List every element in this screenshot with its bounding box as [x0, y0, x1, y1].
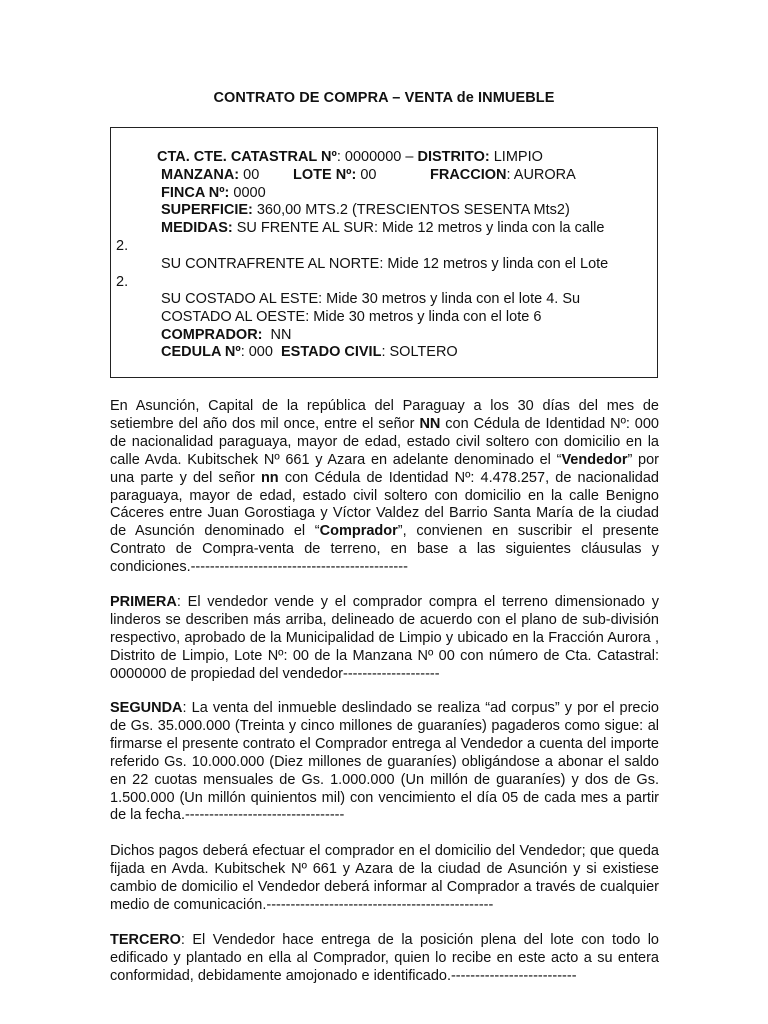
- document-title: CONTRATO DE COMPRA – VENTA de INMUEBLE: [213, 90, 555, 106]
- lote-field: LOTE Nº: 00: [293, 167, 377, 183]
- clause-tercero: TERCERO: El Vendedor hace entrega de la posición plena del lote con todo lo edificado y plantado en ella al Comprador, quien lo recibe en este acto a su entera conformidad, debidamente amojonado e identificado.--------------------------: [110, 932, 659, 984]
- clause-primera-label: PRIMERA: [110, 594, 177, 610]
- costado-este-line: SU COSTADO AL ESTE: Mide 30 metros y linda con el lote 4. Su: [161, 291, 581, 307]
- medidas-wrap: 2.: [116, 238, 129, 254]
- clause-segunda: SEGUNDA: La venta del inmueble deslindado se realiza “ad corpus” y por el precio de Gs. 35.000.000 (Treinta y cinco millones de guaraníes) pagaderos como sigue: al firmarse el presente contrato el Comprador entrega al Vendedor a cuenta del importe referido Gs. 10.000.000 (Diez millones de guaraníes) obligándose a abonar el saldo en 22 cuotas mensuales de Gs. 1.000.000 (Un millón de guaraníes) y dos de Gs. 1.500.000 (Un millón quinientos mil) con vencimiento el día 05 de cada mes a partir de la fecha.---------------------------------: [110, 700, 659, 824]
- comprador-line: COMPRADOR: NN: [161, 327, 292, 343]
- intro-paragraph: En Asunción, Capital de la república del Paraguay a los 30 días del mes de setiembre del año dos mil once, entre el señor NN con Cédula de Identidad Nº: 000 de nacionalidad paraguaya, mayor de edad, estado civil soltero con domicilio en la calle Avda. Kubitschek Nº 661 y Azara en adelante denominado el “Vendedor” por una parte y del señor nn con Cédula de Identidad Nº: 4.478.257, de nacionalidad paraguaya, mayor de edad, estado civil soltero con domicilio en la calle Benigno Cáceres entre Juan Gorostiaga y Víctor Valdez del Barrio Santa María de la ciudad de Asunción denominado el “Comprador”, convienen en suscribir el presente Contrato de Compra-venta de terreno, en base a las siguientes cláusulas y condiciones.---------------------------------------------: [110, 398, 659, 576]
- medidas-line: MEDIDAS: SU FRENTE AL SUR: Mide 12 metros y linda con la calle: [161, 220, 605, 236]
- finca-line: FINCA Nº: 0000: [161, 185, 266, 201]
- contrafrente-wrap: 2.: [116, 274, 129, 290]
- superficie-line: SUPERFICIE: 360,00 MTS.2 (TRESCIENTOS SESENTA Mts2): [161, 202, 570, 218]
- cedula-line: CEDULA Nº: 000 ESTADO CIVIL: SOLTERO: [161, 344, 458, 360]
- contrafrente-line: SU CONTRAFRENTE AL NORTE: Mide 12 metros y linda con el Lote: [161, 256, 609, 272]
- clause-primera: PRIMERA: El vendedor vende y el comprador compra el terreno dimensionado y linderos se describen más arriba, delineado de acuerdo con el plano de sub-división respectivo, aprobado de la Municipalidad de Limpio y ubicado en la Fracción Aurora , Distrito de Limpio, Lote Nº: 00 de la Manzana Nº 00 con número de Cta. Catastral: 0000000 de propiedad del vendedor--------------------: [110, 594, 659, 682]
- clause-tercero-label: TERCERO: [110, 932, 181, 948]
- fraccion-field: FRACCION: AURORA: [430, 167, 576, 183]
- clause-segunda-label: SEGUNDA: [110, 700, 183, 716]
- payments-paragraph: Dichos pagos deberá efectuar el comprador en el domicilio del Vendedor; que queda fijada en Avda. Kubitschek Nº 661 y Azara de la ciudad de Asunción y si existiese cambio de domicilio el Vendedor deberá informar al Comprador a través de cualquier medio de comunicación.-----------------------------------------------: [110, 843, 659, 913]
- cta-line: CTA. CTE. CATASTRAL Nº: 0000000 – DISTRITO: LIMPIO: [157, 149, 543, 165]
- property-details-box: [110, 127, 658, 378]
- costado-oeste-line: COSTADO AL OESTE: Mide 30 metros y linda con el lote 6: [161, 309, 542, 325]
- manzana-field: MANZANA: 00: [161, 167, 260, 183]
